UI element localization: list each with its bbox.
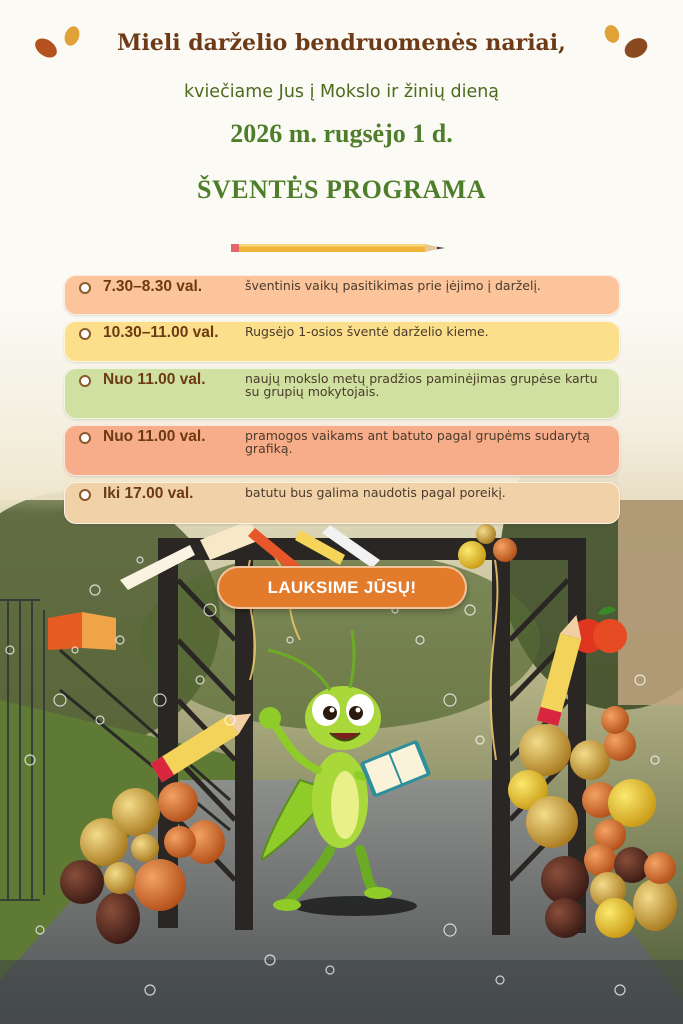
schedule-time: Nuo 11.00 val. xyxy=(103,371,206,388)
schedule-description: batutu bus galima naudotis pagal poreikį. xyxy=(245,485,506,500)
schedule-description: naujų mokslo metų pradžios paminėjimas grupėse kartu su grupių mokytojais. xyxy=(245,371,598,399)
schedule-row xyxy=(64,425,620,476)
schedule-description: šventinis vaikų pasitikimas prie įėjimo į darželį. xyxy=(245,278,541,293)
schedule-row xyxy=(64,482,620,524)
bullet-dot xyxy=(79,432,91,444)
schedule-time: 7.30–8.30 val. xyxy=(103,278,203,295)
see-you-banner: LAUKSIME JŪSŲ! xyxy=(217,566,467,609)
bullet-dot xyxy=(79,375,91,387)
pencil-divider-icon xyxy=(231,242,453,254)
invitation-text: kviečiame Jus į Mokslo ir žinių dieną xyxy=(183,82,500,102)
greeting-title: Mieli darželio bendruomenės nariai, xyxy=(117,30,566,56)
schedule-time: Nuo 11.00 val. xyxy=(103,428,206,445)
bullet-dot xyxy=(79,282,91,294)
schedule-list xyxy=(64,275,620,530)
bullet-dot xyxy=(79,328,91,340)
schedule-row xyxy=(64,321,620,362)
event-date: 2026 m. rugsėjo 1 d. xyxy=(230,119,453,148)
schedule-time: Iki 17.00 val. xyxy=(103,485,194,502)
bullet-dot xyxy=(79,489,91,501)
schedule-description: pramogos vaikams ant batuto pagal grupėms sudarytą grafiką. xyxy=(245,428,590,456)
schedule-row xyxy=(64,275,620,315)
program-title: ŠVENTĖS PROGRAMA xyxy=(197,175,486,204)
schedule-time: 10.30–11.00 val. xyxy=(103,324,219,341)
schedule-row xyxy=(64,368,620,419)
schedule-description: Rugsėjo 1-osios šventė darželio kieme. xyxy=(245,324,489,339)
